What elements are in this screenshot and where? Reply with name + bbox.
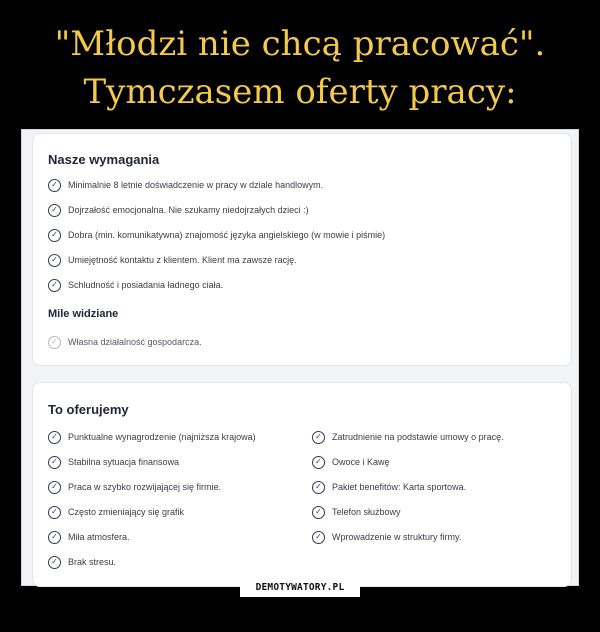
check-circle-icon: ✓ bbox=[48, 279, 61, 292]
requirement-item: ✓ Dobra (min. komunikatywna) znajomość języka angielskiego (w mowie i piśmie) bbox=[48, 228, 385, 242]
offer-item: ✓ Często zmieniający się grafik bbox=[48, 505, 184, 519]
headline-line-1: "Młodzi nie chcą pracować". bbox=[54, 24, 546, 64]
requirements-card bbox=[32, 133, 572, 366]
check-circle-icon: ✓ bbox=[48, 531, 61, 544]
offer-item: ✓ Praca w szybko rozwijającej się firmie. bbox=[48, 480, 221, 494]
offer-item: ✓ Zatrudnienie na podstawie umowy o pracę. bbox=[312, 430, 504, 444]
requirement-item: ✓ Schludność i posiadania ładnego ciała. bbox=[48, 278, 223, 292]
check-circle-icon: ✓ bbox=[48, 254, 61, 267]
check-circle-icon: ✓ bbox=[312, 456, 325, 469]
watermark-label: DEMOTYWATORY.PL bbox=[240, 577, 360, 597]
check-circle-icon: ✓ bbox=[48, 456, 61, 469]
offer-heading: To oferujemy bbox=[48, 402, 129, 417]
check-circle-icon: ✓ bbox=[312, 481, 325, 494]
check-circle-icon: ✓ bbox=[48, 481, 61, 494]
offer-item: ✓ Wprowadzenie w struktury firmy. bbox=[312, 530, 461, 544]
offer-item: ✓ Owoce i Kawę bbox=[312, 455, 390, 469]
check-circle-icon: ✓ bbox=[312, 506, 325, 519]
nice-to-have-heading: Mile widziane bbox=[48, 308, 119, 320]
check-circle-icon: ✓ bbox=[48, 179, 61, 192]
offer-item: ✓ Telefon służbowy bbox=[312, 505, 401, 519]
check-circle-icon: ✓ bbox=[48, 204, 61, 217]
nice-to-have-item: ✓ Własna działalność gospodarcza. bbox=[48, 335, 202, 349]
check-circle-icon: ✓ bbox=[312, 531, 325, 544]
requirement-item: ✓ Minimalnie 8 letnie doświadczenie w pracy w dziale handlowym. bbox=[48, 178, 323, 192]
offer-item: ✓ Punktualne wynagrodzenie (najniższa krajowa) bbox=[48, 430, 256, 444]
offer-card bbox=[32, 382, 572, 587]
check-circle-icon: ✓ bbox=[48, 506, 61, 519]
check-circle-icon: ✓ bbox=[48, 336, 61, 349]
job-offer-screenshot bbox=[21, 129, 579, 586]
offer-item: ✓ Miła atmosfera. bbox=[48, 530, 130, 544]
requirement-item: ✓ Umiejętność kontaktu z klientem. Klient ma zawsze rację. bbox=[48, 253, 297, 267]
offer-item: ✓ Pakiet benefitów: Karta sportowa. bbox=[312, 480, 466, 494]
headline-line-2: Tymczasem oferty pracy: bbox=[83, 72, 517, 112]
requirement-item: ✓ Dojrzałość emocjonalna. Nie szukamy niedojrzałych dzieci :) bbox=[48, 203, 309, 217]
check-circle-icon: ✓ bbox=[312, 431, 325, 444]
check-circle-icon: ✓ bbox=[48, 229, 61, 242]
offer-item: ✓ Brak stresu. bbox=[48, 555, 116, 569]
offer-item: ✓ Stabilna sytuacja finansowa bbox=[48, 455, 179, 469]
requirements-heading: Nasze wymagania bbox=[48, 152, 160, 167]
check-circle-icon: ✓ bbox=[48, 556, 61, 569]
check-circle-icon: ✓ bbox=[48, 431, 61, 444]
